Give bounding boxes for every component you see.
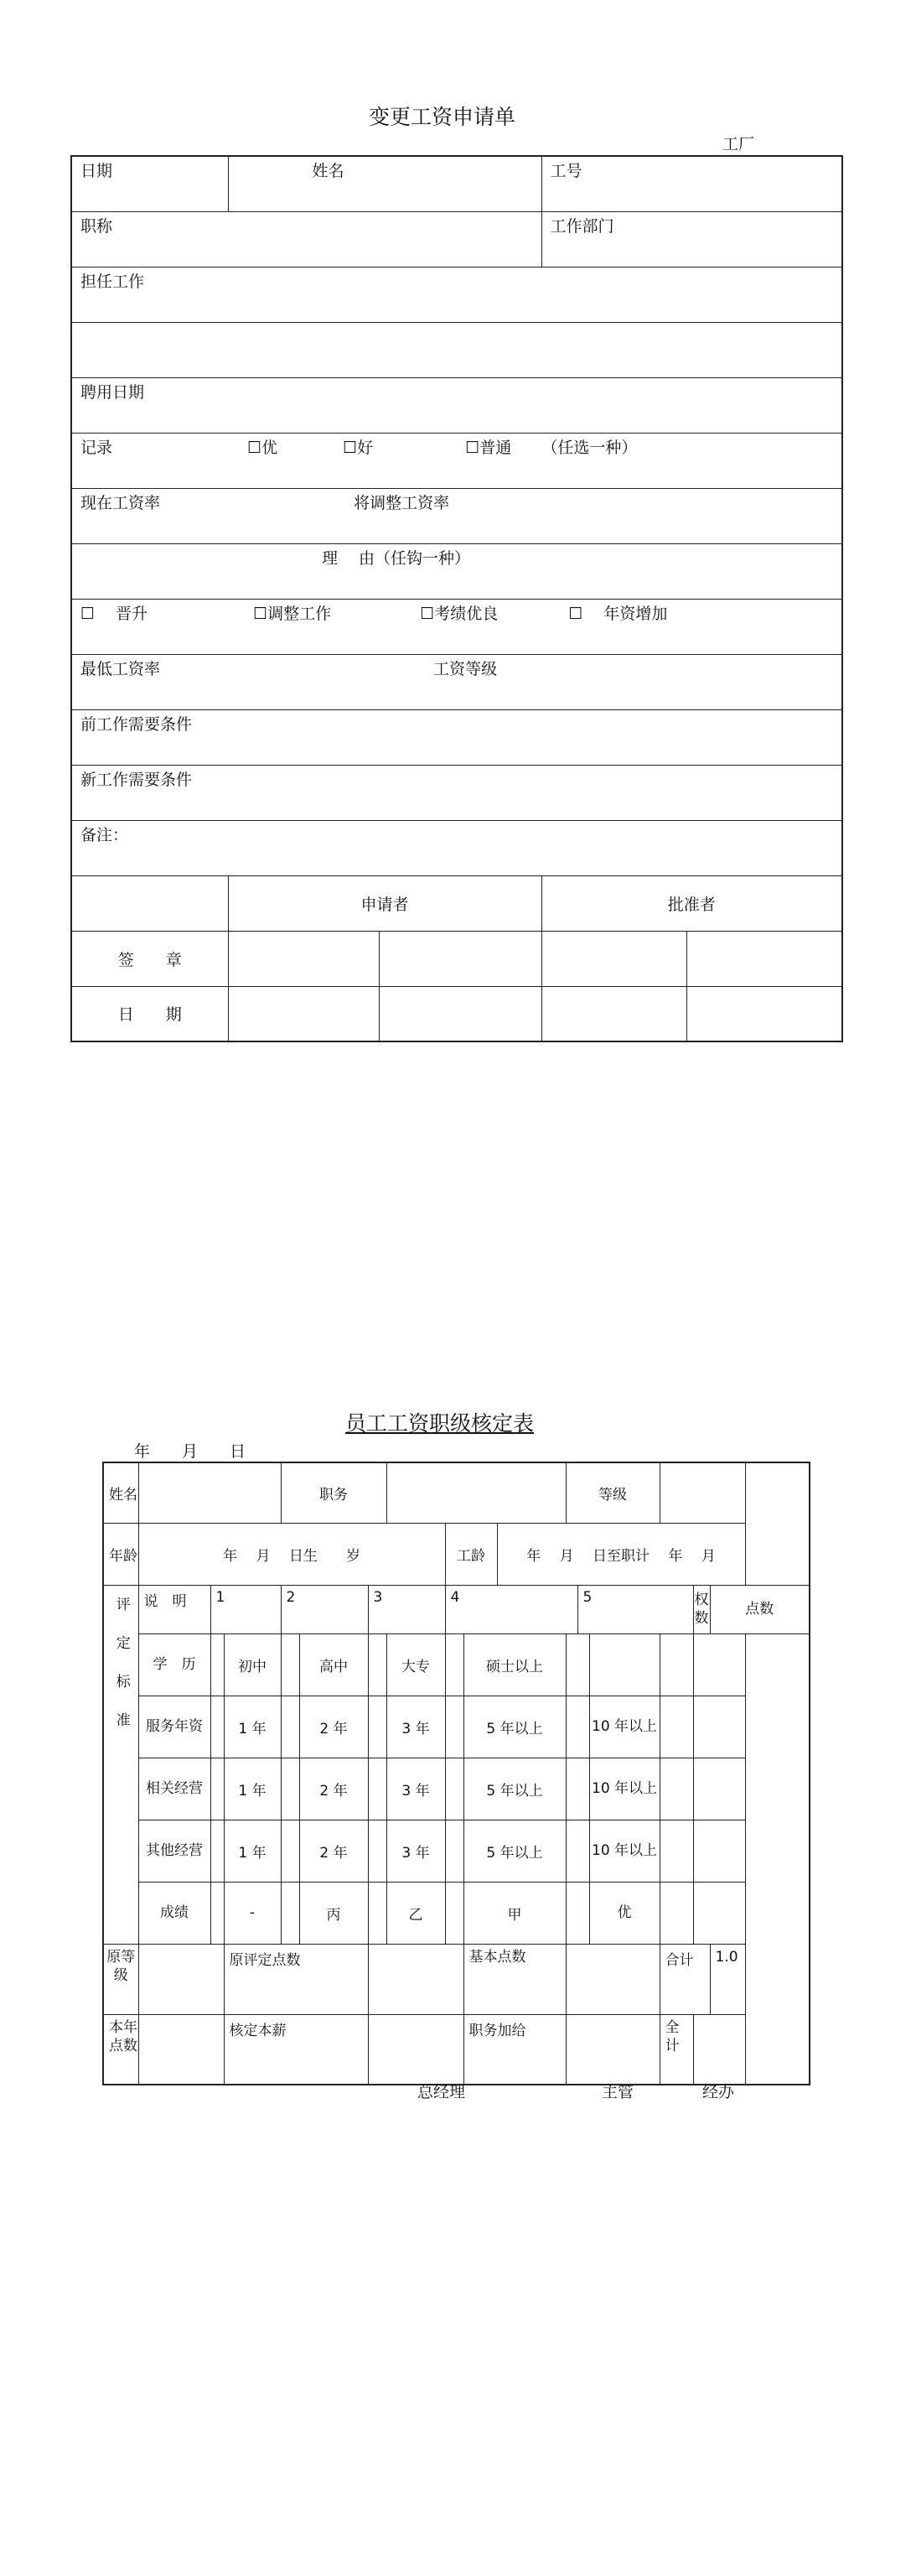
level-3-header: 3: [368, 1585, 445, 1633]
post-bonus-label: 职务加给: [463, 2014, 566, 2085]
points-cell[interactable]: [693, 1882, 745, 1944]
criteria-cell: 5 年以上: [463, 1820, 566, 1882]
total-label: 合计: [660, 1944, 710, 2014]
approver-date-2[interactable]: [686, 986, 842, 1041]
spacer-cell: [368, 1882, 386, 1944]
spacer-cell: [281, 1696, 299, 1758]
weight-cell[interactable]: [660, 1758, 693, 1820]
criteria-row-label: 学 历: [138, 1633, 210, 1696]
new-req-label: 新工作需要条件: [80, 770, 193, 789]
orig-grade-input[interactable]: [138, 1944, 224, 2014]
criteria-cell: 10 年以上: [589, 1696, 660, 1758]
name-field[interactable]: [228, 156, 541, 211]
spacer-cell: [281, 1882, 299, 1944]
criteria-char-2: 定: [116, 1634, 131, 1652]
applicant-header: 申请者: [228, 875, 541, 931]
spacer-cell: [281, 1633, 299, 1696]
criteria-row-label: 其他经营: [138, 1820, 210, 1882]
approver-date-1[interactable]: [541, 986, 686, 1041]
orig-points-label: 原评定点数: [224, 1944, 368, 2014]
spacer-cell: [210, 1820, 224, 1882]
record-note: （任选一种）: [541, 438, 638, 457]
orig-points-input[interactable]: [368, 1944, 463, 2014]
criteria-row-label: 服务年资: [138, 1696, 210, 1758]
criteria-cell: -: [224, 1882, 281, 1944]
general-manager-label: 总经理: [417, 2083, 466, 2101]
weight-cell[interactable]: [660, 1820, 693, 1882]
criteria-cell: 2 年: [299, 1820, 368, 1882]
weight-cell[interactable]: [660, 1696, 693, 1758]
points-cell[interactable]: [693, 1820, 745, 1882]
criteria-cell: [589, 1633, 660, 1696]
level-5-header: 5: [577, 1585, 693, 1633]
spacer-cell: [281, 1758, 299, 1820]
date-label: 日期: [80, 162, 113, 180]
department-label: 工作部门: [550, 216, 614, 236]
spacer-cell: [210, 1633, 224, 1696]
criteria-cell: 1 年: [224, 1820, 281, 1882]
criteria-cell: 5 年以上: [463, 1758, 566, 1820]
criteria-label: [103, 1585, 138, 1944]
name-input[interactable]: [138, 1462, 281, 1523]
date-field[interactable]: [71, 156, 228, 211]
approver-header: 批准者: [541, 875, 842, 931]
record-label: 记录: [80, 438, 113, 457]
min-salary-label: 最低工资率: [80, 659, 161, 678]
post-label: 职务: [281, 1462, 386, 1523]
criteria-cell: 丙: [299, 1882, 368, 1944]
criteria-cell: 1 年: [224, 1758, 281, 1820]
spacer-cell: [368, 1820, 386, 1882]
form1-title: 变更工资申请单: [369, 105, 516, 129]
hire-date-label: 聘用日期: [80, 382, 145, 402]
points-cell[interactable]: [693, 1758, 745, 1820]
salary-rate-row[interactable]: [71, 488, 842, 543]
criteria-cell: 甲: [463, 1882, 566, 1944]
handler-label: 经办: [702, 2083, 735, 2101]
applicant-sign-1[interactable]: [228, 931, 379, 986]
post-bonus-input[interactable]: [566, 2014, 660, 2085]
department-field[interactable]: [541, 211, 842, 267]
birth-field[interactable]: 年 月 日生 岁: [138, 1523, 445, 1585]
criteria-cell: 硕士以上: [463, 1633, 566, 1696]
criteria-cell: 2 年: [299, 1758, 368, 1820]
reason-adjust-checkbox[interactable]: ☐调整工作: [253, 604, 332, 623]
criteria-cell: 3 年: [386, 1758, 445, 1820]
criteria-cell: 大专: [386, 1633, 445, 1696]
applicant-date-2[interactable]: [379, 986, 541, 1041]
criteria-cell: 3 年: [386, 1696, 445, 1758]
new-req-field[interactable]: [71, 765, 842, 820]
spacer-cell: [445, 1882, 463, 1944]
criteria-row-label: 成绩: [138, 1882, 210, 1944]
spacer-cell: [368, 1758, 386, 1820]
name-label: 姓名: [312, 162, 344, 180]
this-year-points-input[interactable]: [138, 2014, 224, 2085]
spacer-cell: [445, 1696, 463, 1758]
orig-grade-label: 原等级: [103, 1944, 138, 2014]
current-salary-label: 现在工资率: [80, 493, 161, 512]
prev-req-label: 前工作需要条件: [80, 714, 193, 734]
remarks-field[interactable]: [71, 820, 842, 875]
reason-label: 理 由（任钩一种）: [322, 548, 471, 568]
min-salary-row[interactable]: [71, 654, 842, 709]
criteria-cell: 5 年以上: [463, 1696, 566, 1758]
reason-header: [71, 543, 842, 599]
spacer-cell: [210, 1758, 224, 1820]
reason-performance-checkbox[interactable]: ☐考绩优良: [420, 604, 499, 623]
salary-change-form: [70, 155, 843, 1042]
spacer-cell: [566, 1633, 589, 1696]
grade-input[interactable]: [660, 1462, 745, 1523]
spacer-cell: [368, 1633, 386, 1696]
blank-row[interactable]: [71, 322, 842, 377]
reason-options-row: [71, 599, 842, 654]
reason-seniority-checkbox[interactable]: ☐ 年资增加: [568, 604, 668, 623]
spacer-cell: [368, 1696, 386, 1758]
total-value: 1.0: [710, 1944, 745, 2014]
base-points-input[interactable]: [566, 1944, 660, 2014]
weight-cell[interactable]: [660, 1882, 693, 1944]
criteria-char-4: 准: [116, 1711, 131, 1729]
sign-date-label: 日 期: [71, 986, 228, 1041]
duty-field[interactable]: [71, 267, 842, 322]
approver-sign-1[interactable]: [541, 931, 686, 986]
supervisor-label: 主管: [602, 2083, 634, 2101]
age-label: 年龄: [103, 1523, 138, 1585]
name-label-2: 姓名: [103, 1462, 138, 1523]
grand-total-input[interactable]: [693, 2014, 745, 2085]
applicant-sign-2[interactable]: [379, 931, 541, 986]
this-year-points-label: 本年点数: [103, 2014, 138, 2085]
points-header: 点数: [710, 1585, 810, 1633]
employee-id-field[interactable]: [541, 156, 842, 211]
level-4-header: 4: [445, 1585, 577, 1633]
sign-label: 签 章: [71, 931, 228, 986]
salary-grade-form: [102, 1462, 810, 2085]
base-salary-input[interactable]: [368, 2014, 463, 2085]
criteria-cell: 乙: [386, 1882, 445, 1944]
salary-grade-label: 工资等级: [433, 659, 498, 678]
criteria-cell: 高中: [299, 1633, 368, 1696]
position-field[interactable]: [71, 211, 541, 267]
spacer-cell: [566, 1820, 589, 1882]
spacer-cell: [566, 1696, 589, 1758]
criteria-cell: 10 年以上: [589, 1758, 660, 1820]
reason-promotion-checkbox[interactable]: ☐ 晋升: [80, 604, 148, 623]
spacer-cell: [566, 1882, 589, 1944]
criteria-cell: 10 年以上: [589, 1820, 660, 1882]
factory-label: 工厂: [722, 135, 755, 153]
level-2-header: 2: [281, 1585, 368, 1633]
spacer-cell: [445, 1633, 463, 1696]
form2-title: 员工工资职级核定表: [345, 1411, 535, 1436]
grade-label: 等级: [566, 1462, 660, 1523]
spacer-cell: [445, 1758, 463, 1820]
record-normal-checkbox[interactable]: ☐普通: [465, 438, 512, 457]
record-excellent-checkbox[interactable]: ☐优: [247, 438, 278, 457]
spacer-cell: [210, 1696, 224, 1758]
base-points-label: 基本点数: [463, 1944, 566, 2014]
base-salary-label: 核定本薪: [224, 2014, 368, 2085]
sign-corner-cell: [71, 875, 228, 931]
spacer-cell: [210, 1882, 224, 1944]
weight-header: 权数: [693, 1585, 710, 1633]
spacer-cell: [445, 1820, 463, 1882]
criteria-cell: 3 年: [386, 1820, 445, 1882]
position-label: 职称: [80, 216, 113, 236]
weight-cell[interactable]: [660, 1633, 693, 1696]
criteria-cell: 1 年: [224, 1696, 281, 1758]
criteria-char-1: 评: [116, 1596, 131, 1613]
new-salary-label: 将调整工资率: [354, 493, 450, 512]
form2-date-line: 年 月 日: [134, 1442, 246, 1461]
level-1-header: 1: [210, 1585, 281, 1633]
hire-date-field[interactable]: [71, 377, 842, 433]
record-row: [71, 433, 842, 488]
seniority-label: 工龄: [445, 1523, 497, 1585]
spacer-cell: [566, 1758, 589, 1820]
record-good-checkbox[interactable]: ☐好: [343, 438, 374, 457]
approver-sign-2[interactable]: [686, 931, 842, 986]
post-input[interactable]: [386, 1462, 566, 1523]
service-field[interactable]: 年 月 日至职计 年 月: [497, 1523, 745, 1585]
points-cell[interactable]: [693, 1633, 745, 1696]
remarks-label: 备注：: [80, 825, 129, 844]
employee-id-label: 工号: [550, 162, 582, 180]
prev-req-field[interactable]: [71, 709, 842, 765]
duty-label: 担任工作: [80, 272, 145, 291]
points-cell[interactable]: [693, 1696, 745, 1758]
criteria-cell: 初中: [224, 1633, 281, 1696]
grand-total-label: 全计: [660, 2014, 693, 2085]
applicant-date-1[interactable]: [228, 986, 379, 1041]
criteria-cell: 2 年: [299, 1696, 368, 1758]
criteria-cell: 优: [589, 1882, 660, 1944]
criteria-char-3: 标: [116, 1673, 131, 1690]
criteria-row-label: 相关经营: [138, 1758, 210, 1820]
desc-header: 说 明: [138, 1585, 210, 1633]
spacer-cell: [281, 1820, 299, 1882]
